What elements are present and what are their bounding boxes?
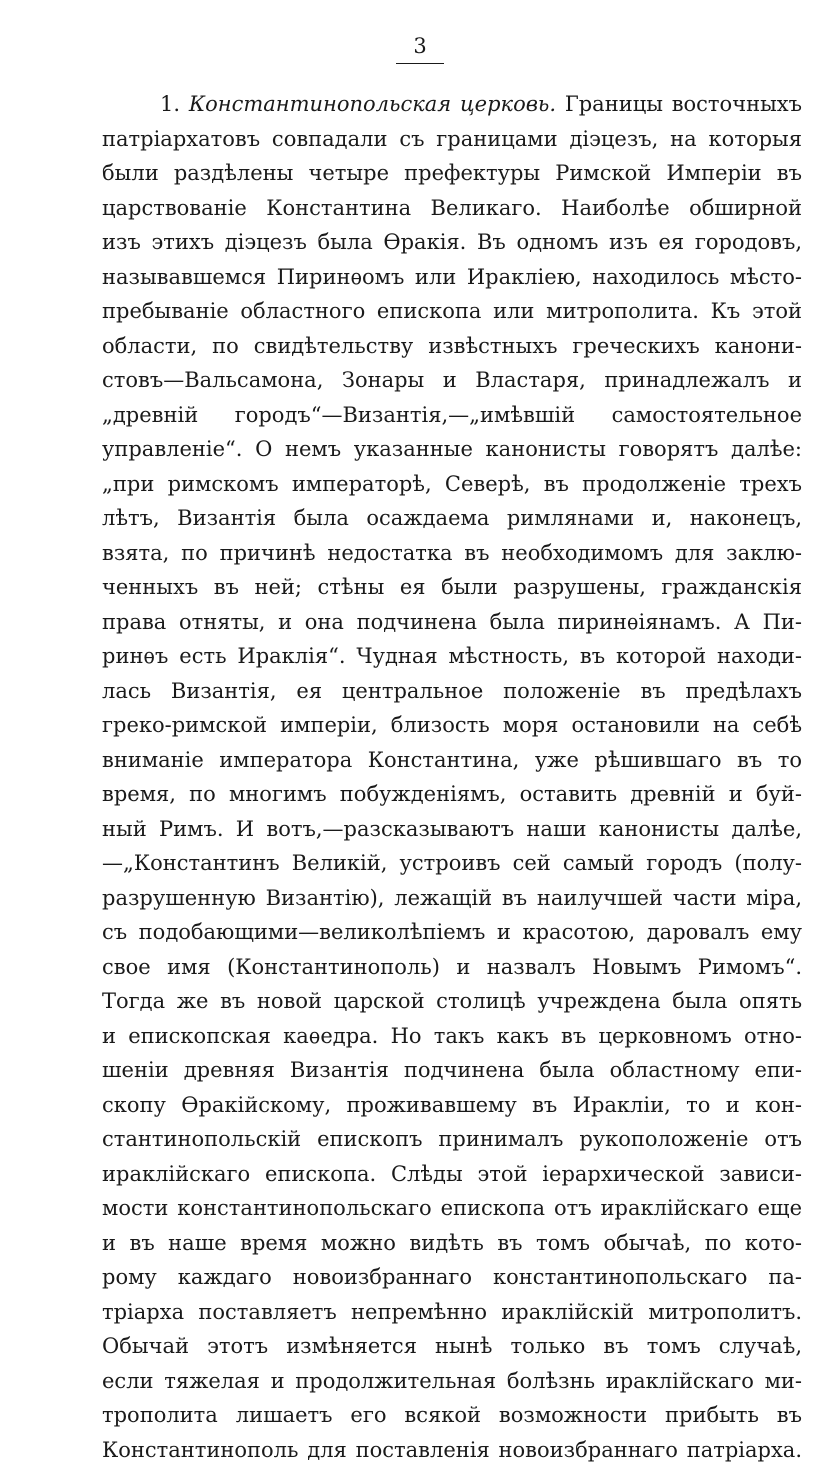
text-line: разрушенную Византію), лежащій въ наилучшей части міра,	[102, 881, 802, 916]
section-title: Константинопольская церковь.	[189, 92, 556, 116]
text-line-first	[102, 87, 802, 122]
text-line: рому каждаго новоизбраннаго константинопольскаго па-	[102, 1260, 802, 1295]
text-line: патріархатовъ совпадали съ границами діэцезъ, на которыя	[102, 122, 802, 157]
text-line: управленіе“. О немъ указанные канонисты говорятъ далѣе:	[102, 432, 802, 467]
text-line: и епископская каѳедра. Но такъ какъ въ церковномъ отно-	[102, 1019, 802, 1054]
text-line: съ подобающими—великолѣпіемъ и красотою, даровалъ ему	[102, 915, 802, 950]
text-line: права отняты, и она подчинена была пиринѳіянамъ. А Пи-	[102, 605, 802, 640]
text-line: скопу Ѳракійскому, проживавшему въ Иракліи, то и кон-	[102, 1088, 802, 1123]
text-line: ираклійскаго епископа. Слѣды этой іерархической зависи-	[102, 1157, 802, 1192]
text-line: „при римскомъ императорѣ, Северѣ, въ продолженіе трехъ	[102, 467, 802, 502]
text-line: ринѳъ есть Ираклія“. Чудная мѣстность, въ которой находи-	[102, 639, 802, 674]
first-line-rest: Границы восточныхъ	[556, 92, 802, 116]
text-line: —„Константинъ Великій, устроивъ сей самый городъ (полу-	[102, 846, 802, 881]
text-line: если тяжелая и продолжительная болѣзнь ираклійскаго ми-	[102, 1364, 802, 1399]
text-line: были раздѣлены четыре префектуры Римской Имперіи въ	[102, 156, 802, 191]
text-line: „древній городъ“—Византія,—„имѣвшій самостоятельное	[102, 398, 802, 433]
text-line: стантинопольскій епископъ принималъ рукоположеніе отъ	[102, 1122, 802, 1157]
text-line: греко-римской имперіи, близость моря остановили на себѣ	[102, 708, 802, 743]
text-line: царствованіе Константина Великаго. Наиболѣе обширной	[102, 191, 802, 226]
text-line: лѣтъ, Византія была осаждаема римлянами и, наконецъ,	[102, 501, 802, 536]
text-line: тріарха поставляетъ непремѣнно ираклійскій митрополитъ.	[102, 1295, 802, 1330]
text-line: Обычай этотъ измѣняется нынѣ только въ томъ случаѣ,	[102, 1329, 802, 1364]
text-line: время, по многимъ побужденіямъ, оставить древній и буй-	[102, 777, 802, 812]
text-line: области, по свидѣтельству извѣстныхъ греческихъ канони-	[102, 329, 802, 364]
text-line: вниманіе императора Константина, уже рѣшившаго въ то	[102, 743, 802, 778]
text-line: мости константинопольскаго епископа отъ ираклійскаго еще	[102, 1191, 802, 1226]
text-line: пребываніе областного епископа или митрополита. Къ этой	[102, 294, 802, 329]
section-number: 1.	[160, 92, 180, 116]
text-line: Константинополь для поставленія новоизбраннаго патріарха.	[102, 1433, 802, 1467]
text-line: ченныхъ въ ней; стѣны ея были разрушены, гражданскія	[102, 570, 802, 605]
text-line: называвшемся Пиринѳомъ или Иракліею, находилось мѣсто-	[102, 260, 802, 295]
text-line: взята, по причинѣ недостатка въ необходимомъ для заклю-	[102, 536, 802, 571]
text-line: и въ наше время можно видѣть въ томъ обычаѣ, по кото-	[102, 1226, 802, 1261]
text-line: Тогда же въ новой царской столицѣ учреждена была опять	[102, 984, 802, 1019]
text-line: свое имя (Константинополь) и назвалъ Новымъ Римомъ“.	[102, 950, 802, 985]
text-line: трополита лишаетъ его всякой возможности прибыть въ	[102, 1398, 802, 1433]
header-rule	[396, 63, 444, 64]
text-line: лась Византія, ея центральное положеніе въ предѣлахъ	[102, 674, 802, 709]
text-line: стовъ—Вальсамона, Зонары и Властаря, принадлежалъ и	[102, 363, 802, 398]
text-line: ный Римъ. И вотъ,—разсказываютъ наши канонисты далѣе,	[102, 812, 802, 847]
text-line: шеніи древняя Византія подчинена была областному епи-	[102, 1053, 802, 1088]
body-text	[102, 87, 802, 1467]
text-line: изъ этихъ діэцезъ была Ѳракія. Въ одномъ изъ ея городовъ,	[102, 225, 802, 260]
page-number: 3	[380, 34, 460, 58]
